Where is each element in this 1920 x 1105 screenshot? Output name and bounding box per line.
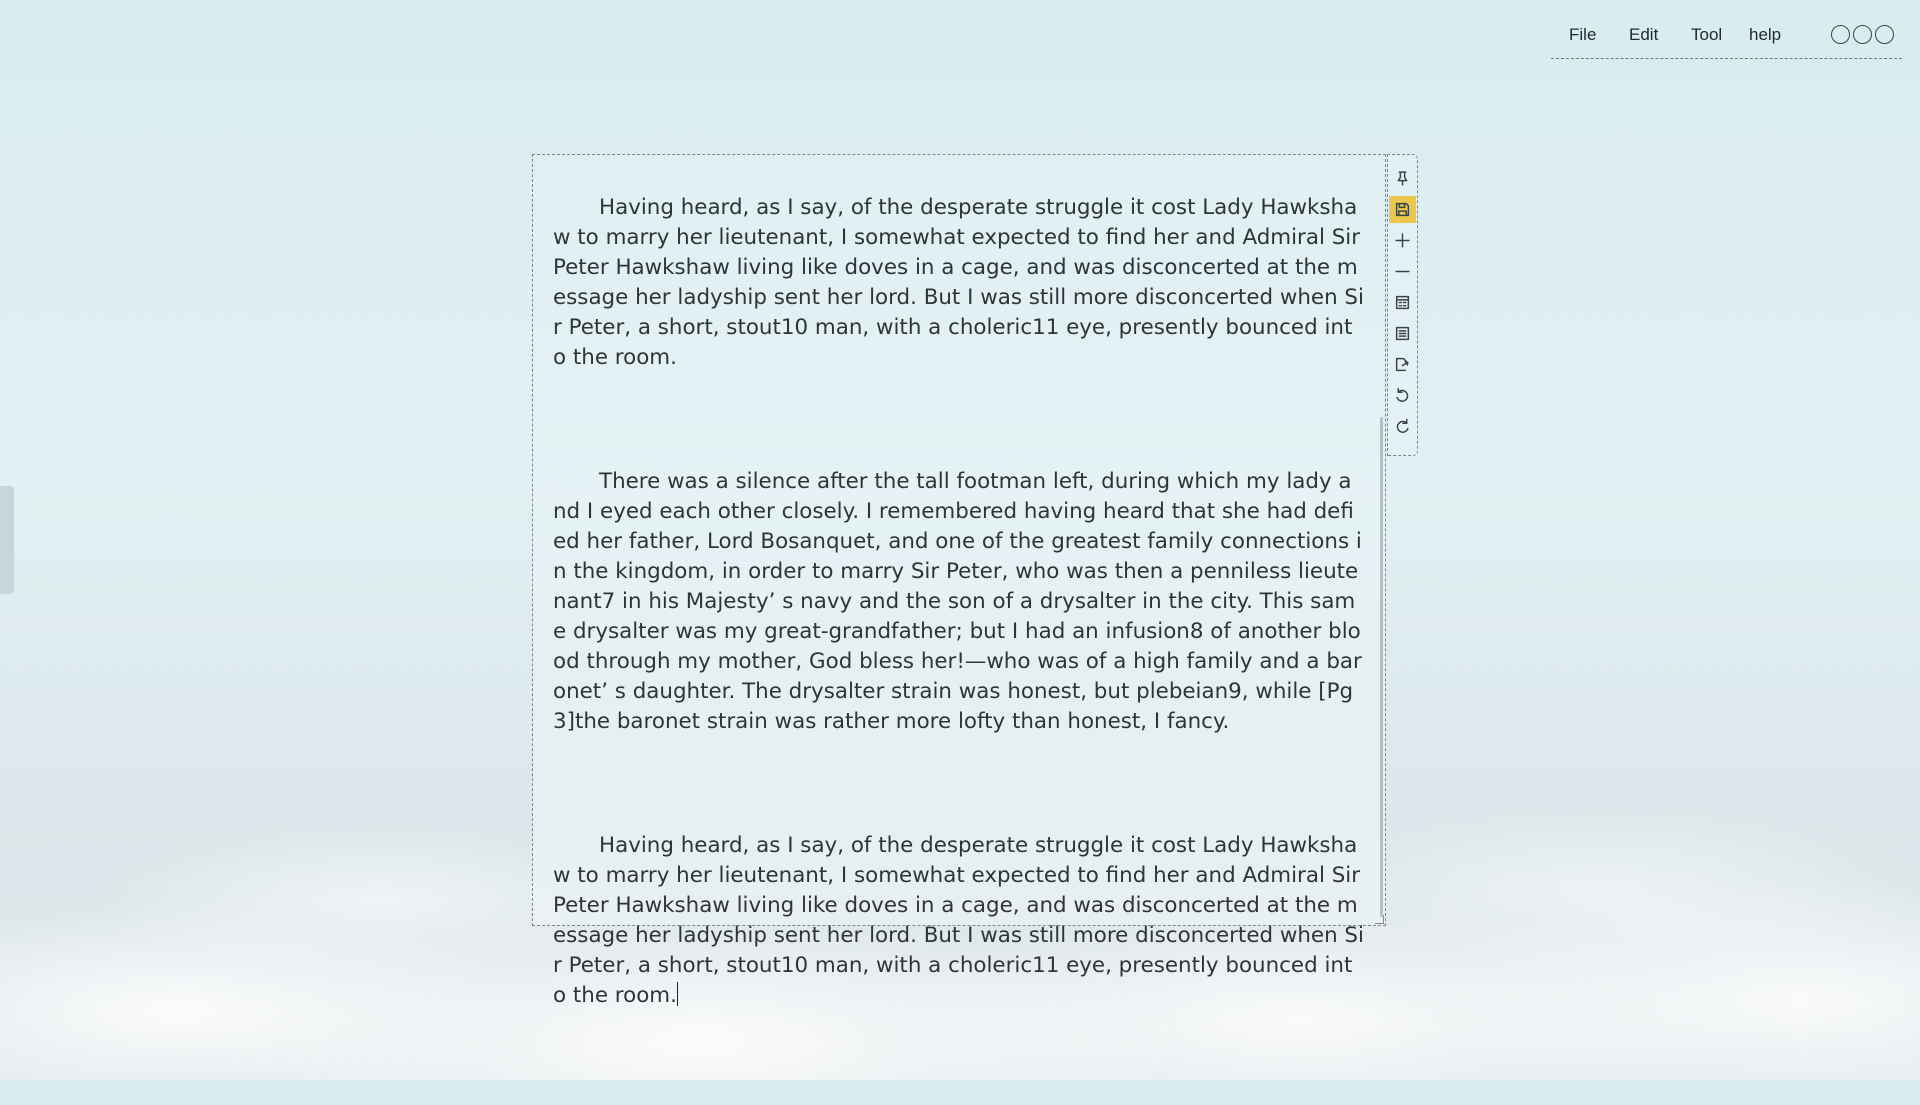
note-paragraph: Having heard, as I say, of the desperate struggle it cost Lady Hawkshaw to marry her lieutenant, I somewhat expected to find her and Admiral Sir Peter Hawkshaw living like doves in a cage, and was disconcerted at the message her ladyship sent her lord. But I was still more disconcerted when Sir Peter, a short, stout10 man, with a choleric11 eye, presently bounced into the room. (553, 195, 1367, 370)
scrollbar-thumb[interactable] (1380, 417, 1383, 917)
pin-button[interactable] (1389, 165, 1416, 192)
list-button[interactable] (1389, 320, 1416, 347)
menu-file[interactable]: File (1569, 25, 1597, 44)
save-button[interactable] (1389, 196, 1416, 223)
list-icon (1394, 325, 1411, 342)
note-toolbar (1387, 154, 1418, 456)
calendar-button[interactable] (1389, 289, 1416, 316)
export-button[interactable] (1389, 351, 1416, 378)
export-icon (1394, 356, 1411, 373)
note-paragraph: There was a silence after the tall footman left, during which my lady and I eyed each other closely. I remembered having heard that she had defied her father, Lord Bosanquet, and one of the greatest family connections in the kingdom, in order to marry Sir Peter, who was then a penniless lieutenant7 in his Majesty’ s navy and the son of a drysalter in the city. This same drysalter was my great-grandfather; but I had an infusion8 of another blood through my mother, God bless her!—who was of a high family and a baronet’ s daughter. The drysalter strain was honest, but plebeian9, while [Pg 3]the baronet strain was rather more lofty than honest, I fancy. (553, 469, 1362, 734)
minus-icon (1394, 263, 1411, 280)
maximize-icon[interactable] (1853, 25, 1872, 44)
menu-edit[interactable]: Edit (1629, 25, 1659, 44)
note-text-area[interactable] (553, 133, 1365, 1105)
menu-bar (1551, 18, 1902, 59)
zoom-out-button[interactable] (1389, 258, 1416, 285)
pin-icon (1394, 170, 1411, 187)
menu-help[interactable]: help (1749, 25, 1782, 44)
resize-grip[interactable] (1375, 915, 1384, 924)
side-drawer-handle[interactable] (0, 486, 14, 594)
close-icon[interactable] (1875, 25, 1894, 44)
scrollbar[interactable] (1379, 155, 1383, 925)
window-controls (1831, 25, 1894, 44)
save-icon (1394, 201, 1411, 218)
redo-button[interactable] (1389, 413, 1416, 440)
text-caret (677, 982, 678, 1006)
undo-icon (1394, 387, 1411, 404)
note-paragraph-text: Having heard, as I say, of the desperate struggle it cost Lady Hawkshaw to marry her lieutenant, I somewhat expected to find her and Admiral Sir Peter Hawkshaw living like doves in a cage, and was disconcerted at the message her ladyship sent her lord. But I was still more disconcerted when Sir Peter, a short, stout10 man, with a choleric11 eye, presently bounced into the room. (553, 833, 1367, 1008)
menu-tool[interactable]: Tool (1691, 25, 1723, 44)
minimize-icon[interactable] (1831, 25, 1850, 44)
plus-icon (1394, 232, 1411, 249)
note-panel (532, 154, 1386, 1008)
note-paragraph (553, 831, 1365, 1011)
undo-button[interactable] (1389, 382, 1416, 409)
calendar-icon (1394, 294, 1411, 311)
redo-icon (1394, 418, 1411, 435)
zoom-in-button[interactable] (1389, 227, 1416, 254)
